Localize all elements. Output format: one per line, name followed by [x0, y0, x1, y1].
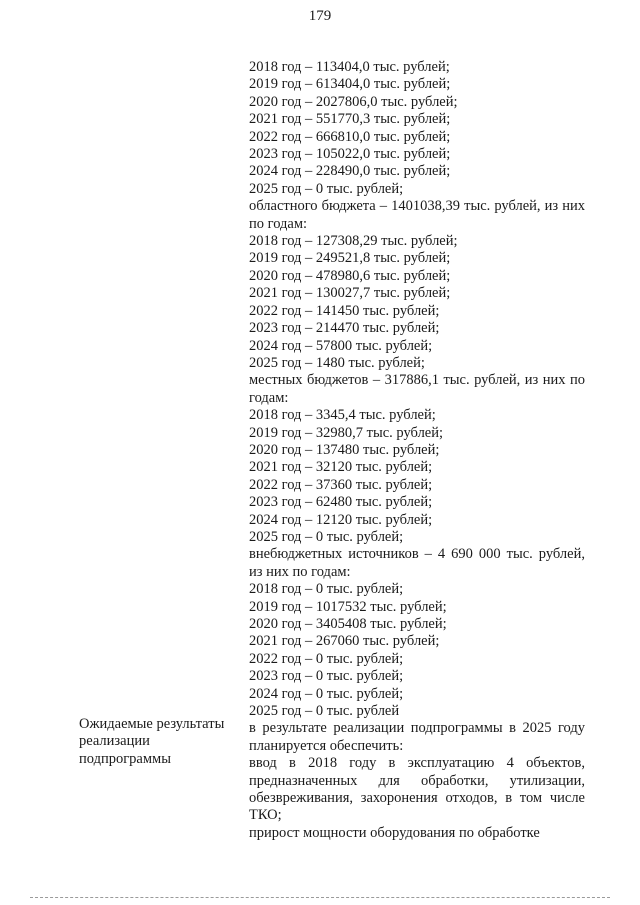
offbudget-header: внебюджетных источников – 4 690 000 тыс. рублей, из них по годам: [249, 546, 585, 580]
year-line: 2019 год – 613404,0 тыс. рублей; [249, 76, 451, 93]
year-line: 2025 год – 0 тыс. рублей; [249, 528, 404, 545]
year-line: 2018 год – 127308,29 тыс. рублей; [249, 233, 458, 250]
year-line: 2018 год – 3345,4 тыс. рублей; [249, 407, 436, 424]
year-line: 2019 год – 1017532 тыс. рублей; [249, 598, 447, 615]
year-line: 2020 год – 2027806,0 тыс. рублей; [249, 93, 458, 110]
year-line: 2019 год – 32980,7 тыс. рублей; [249, 424, 444, 441]
year-line: 2018 год – 0 тыс. рублей; [249, 581, 404, 598]
year-line: 2019 год – 249521,8 тыс. рублей; [249, 250, 451, 267]
year-line: 2025 год – 0 тыс. рублей; [249, 180, 404, 197]
page-bottom-divider [30, 897, 610, 898]
results-item: прирост мощности оборудования по обработке [249, 824, 540, 841]
year-line: 2018 год – 113404,0 тыс. рублей; [249, 59, 450, 75]
year-line: 2022 год – 666810,0 тыс. рублей; [249, 128, 451, 145]
year-line: 2021 год – 32120 тыс. рублей; [249, 459, 433, 476]
year-line: 2020 год – 478980,6 тыс. рублей; [249, 267, 451, 284]
budget-and-results-column [249, 59, 585, 842]
offbudget-years-list [249, 581, 585, 720]
year-line: 2023 год – 214470 тыс. рублей; [249, 320, 440, 337]
year-line: 2022 год – 37360 тыс. рублей; [249, 476, 433, 493]
year-line: 2023 год – 105022,0 тыс. рублей; [249, 146, 451, 163]
year-line: 2024 год – 12120 тыс. рублей; [249, 511, 433, 528]
year-line: 2020 год – 3405408 тыс. рублей; [249, 616, 447, 632]
year-line: 2021 год – 267060 тыс. рублей; [249, 633, 440, 650]
year-line: 2023 год – 0 тыс. рублей; [249, 668, 404, 685]
local-budget-header: местных бюджетов – 317886,1 тыс. рублей, из них по годам: [249, 372, 585, 406]
regional-years-list [249, 233, 585, 372]
year-line: 2020 год – 137480 тыс. рублей; [249, 441, 440, 458]
year-line: 2024 год – 0 тыс. рублей; [249, 685, 404, 702]
results-label: Ожидаемые результаты реализации подпрограммы [79, 716, 225, 767]
year-line: 2023 год – 62480 тыс. рублей; [249, 494, 433, 511]
year-line: 2024 год – 57800 тыс. рублей; [249, 337, 433, 354]
year-line: 2021 год – 130027,7 тыс. рублей; [249, 285, 451, 302]
year-line: 2025 год – 0 тыс. рублей [249, 703, 400, 720]
page-number: 179 [308, 8, 332, 24]
year-line: 2022 год – 0 тыс. рублей; [249, 650, 404, 667]
results-item: ввод в 2018 году в эксплуатацию 4 объектов, предназначенных для обработки, утилизации, обезвреживания, захоронения отходов, в том числе ТКО; [249, 755, 585, 824]
year-line: 2022 год – 141450 тыс. рублей; [249, 302, 440, 319]
year-line: 2025 год – 1480 тыс. рублей; [249, 354, 425, 371]
federal-years-list [249, 59, 585, 198]
year-line: 2024 год – 228490,0 тыс. рублей; [249, 163, 451, 180]
local-years-list [249, 407, 585, 546]
results-intro: в результате реализации подпрограммы в 2025 году планируется обеспечить: [249, 720, 585, 754]
regional-budget-header: областного бюджета – 1401038,39 тыс. рублей, из них по годам: [249, 198, 585, 232]
year-line: 2021 год – 551770,3 тыс. рублей; [249, 111, 451, 128]
